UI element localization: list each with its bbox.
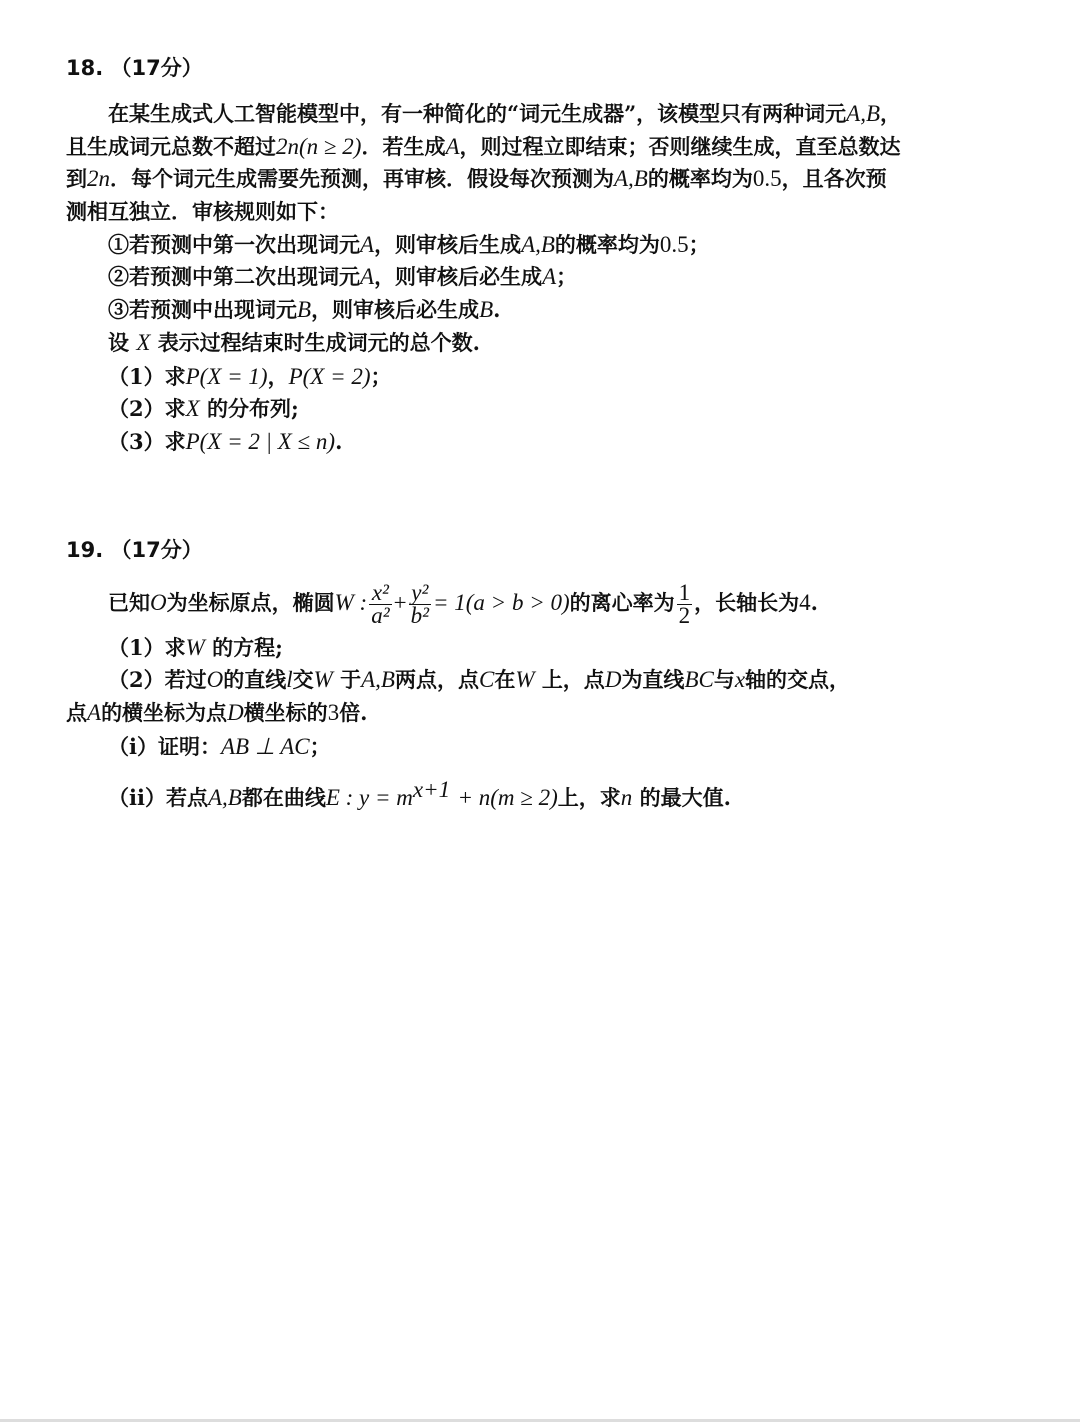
math-expr: W : <box>334 590 368 615</box>
text: 的离心率为 <box>569 590 675 615</box>
text: 上，求 <box>557 785 621 810</box>
math-var: n <box>620 785 633 810</box>
text: （1）求 <box>108 635 186 660</box>
q18-subquestion-1 <box>108 361 392 393</box>
text: ，则审核后必生成 <box>311 297 480 322</box>
q18-header <box>66 52 203 84</box>
number: 0.5 <box>659 232 689 257</box>
text: 为直线 <box>621 667 685 692</box>
math-var: X <box>185 396 200 421</box>
math-var: X <box>136 330 151 355</box>
text: . <box>810 590 818 615</box>
text: 两点，点 <box>394 667 479 692</box>
q18-rule-2 <box>108 261 577 293</box>
fraction-denominator: a² <box>371 603 390 628</box>
fraction-one-half <box>677 582 693 627</box>
q19-subquestion-1 <box>108 632 283 664</box>
math-vars: A,B <box>207 785 242 810</box>
fraction-numerator: 1 <box>678 580 691 605</box>
text: 的概率均为 <box>647 166 753 191</box>
text: ； <box>309 734 331 759</box>
math-var: B <box>297 297 312 322</box>
number: 0.5 <box>752 166 782 191</box>
q18-subquestion-3 <box>108 426 342 458</box>
text: 的最大值. <box>639 785 731 810</box>
text: 表示过程结束时生成词元的总个数. <box>157 330 480 355</box>
text: 为坐标原点，椭圆 <box>166 590 335 615</box>
text: ； <box>556 264 578 289</box>
text: 倍. <box>339 700 368 725</box>
math-var: x <box>734 667 746 692</box>
q19-score: （17分） <box>110 538 203 562</box>
math-vars: A,B <box>521 232 555 257</box>
math-expr: AB ⊥ AC <box>220 734 310 759</box>
text: ，长轴长为 <box>694 590 800 615</box>
q18-paragraph-line-4 <box>66 196 339 228</box>
q18-rule-1 <box>108 229 710 261</box>
math-vars: A,B <box>614 166 648 191</box>
math-var: B <box>479 297 494 322</box>
number: 4 <box>799 590 811 615</box>
plus-sign: + <box>393 590 407 615</box>
math-expr: = 1(a > b > 0) <box>433 590 570 615</box>
math-var: A <box>542 264 557 289</box>
text: 到 <box>66 166 87 191</box>
math-var: l <box>286 667 293 692</box>
math-expr: 2n <box>87 166 110 191</box>
text: . <box>493 297 501 322</box>
fraction-denominator: 2 <box>678 603 691 628</box>
text: 且生成词元总数不超过 <box>66 134 276 159</box>
q18-paragraph-line-2 <box>66 131 901 163</box>
fraction-x2-a2 <box>369 582 391 627</box>
text: ， <box>880 101 902 126</box>
text: ③若预测中出现词元 <box>108 297 297 322</box>
math-var: A <box>360 232 375 257</box>
text: ．若生成 <box>361 134 446 159</box>
fraction-numerator: y² <box>409 582 431 605</box>
text: 于 <box>340 667 362 692</box>
text: 的概率均为 <box>554 232 660 257</box>
fraction-y2-b2 <box>409 582 431 627</box>
text: 的方程; <box>212 635 283 660</box>
text: （3）求 <box>108 429 186 454</box>
q19-subquestion-2-line-1 <box>108 664 850 696</box>
text: ，则审核后必生成 <box>374 264 543 289</box>
math-var: W <box>515 667 535 692</box>
math-expr: + n(m ≥ 2) <box>457 785 558 810</box>
math-vars: BC <box>684 667 714 692</box>
q19-subquestion-2-line-2 <box>66 697 368 729</box>
text: 点 <box>66 700 87 725</box>
q18-subquestion-2 <box>108 393 299 425</box>
text: 横坐标的 <box>243 700 328 725</box>
math-var: A <box>360 264 375 289</box>
text: 的直线 <box>223 667 287 692</box>
math-var: D <box>227 700 244 725</box>
text: ，则审核后生成 <box>374 232 522 257</box>
math-var: O <box>150 590 167 615</box>
math-var: A <box>445 134 460 159</box>
text: （2）若过 <box>108 667 207 692</box>
fraction-numerator: x² <box>369 582 391 605</box>
q19-part-i <box>108 731 331 763</box>
q18-score: （17分） <box>110 56 203 80</box>
q18-number: 18. <box>66 56 104 80</box>
text: 测相互独立．审核规则如下： <box>66 199 339 224</box>
q18-paragraph-line-3 <box>66 163 887 195</box>
text: ； <box>688 232 710 257</box>
number: 3 <box>327 700 340 725</box>
text: ，则过程立即结束；否则继续生成，直至总数达 <box>459 134 901 159</box>
math-var: W <box>185 635 205 660</box>
math-var: W <box>313 667 333 692</box>
text: 都在曲线 <box>241 785 326 810</box>
math-vars: A,B <box>846 101 881 126</box>
math-var: D <box>604 667 622 692</box>
q18-paragraph-line-1 <box>108 98 901 130</box>
text: 设 <box>108 330 129 355</box>
text: 上，点 <box>541 667 605 692</box>
q18-definition <box>108 327 480 359</box>
fraction-denominator: b² <box>410 603 429 628</box>
text: ①若预测中第一次出现词元 <box>108 232 360 257</box>
math-expr: E : y = m <box>325 785 413 810</box>
q19-header <box>66 534 203 566</box>
math-expr: P(X = 1) <box>185 364 268 389</box>
text: （1）求 <box>108 364 186 389</box>
q18-rule-3 <box>108 294 500 326</box>
text: ； <box>370 364 392 389</box>
text: 已知 <box>108 590 150 615</box>
exponent: x+1 <box>412 777 451 802</box>
q19-part-ii <box>108 777 731 814</box>
text: 轴的交点， <box>745 667 851 692</box>
text: ，且各次预 <box>781 166 887 191</box>
text: . <box>335 429 343 454</box>
text: 的分布列; <box>207 396 299 421</box>
math-var: C <box>478 667 495 692</box>
text: 在 <box>494 667 516 692</box>
math-var: O <box>206 667 224 692</box>
q19-statement <box>108 578 818 628</box>
text: ．每个词元生成需要先预测，再审核．假设每次预测为 <box>110 166 614 191</box>
text: （2）求 <box>108 396 186 421</box>
text: 交 <box>292 667 314 692</box>
math-vars: A,B <box>361 667 395 692</box>
text: 与 <box>713 667 735 692</box>
text: （ⅰ）证明： <box>108 734 221 759</box>
text: ， <box>267 364 289 389</box>
text: 在某生成式人工智能模型中，有一种简化的“词元生成器”，该模型只有两种词元 <box>108 101 847 126</box>
math-expr: P(X = 2) <box>288 364 371 389</box>
text: 的横坐标为点 <box>101 700 228 725</box>
math-var: A <box>87 700 102 725</box>
math-expr: 2n(n ≥ 2) <box>276 134 362 159</box>
text: （ⅱ）若点 <box>108 785 208 810</box>
text: ②若预测中第二次出现词元 <box>108 264 360 289</box>
q19-number: 19. <box>66 538 104 562</box>
math-expr: P(X = 2 | X ≤ n) <box>185 429 336 454</box>
